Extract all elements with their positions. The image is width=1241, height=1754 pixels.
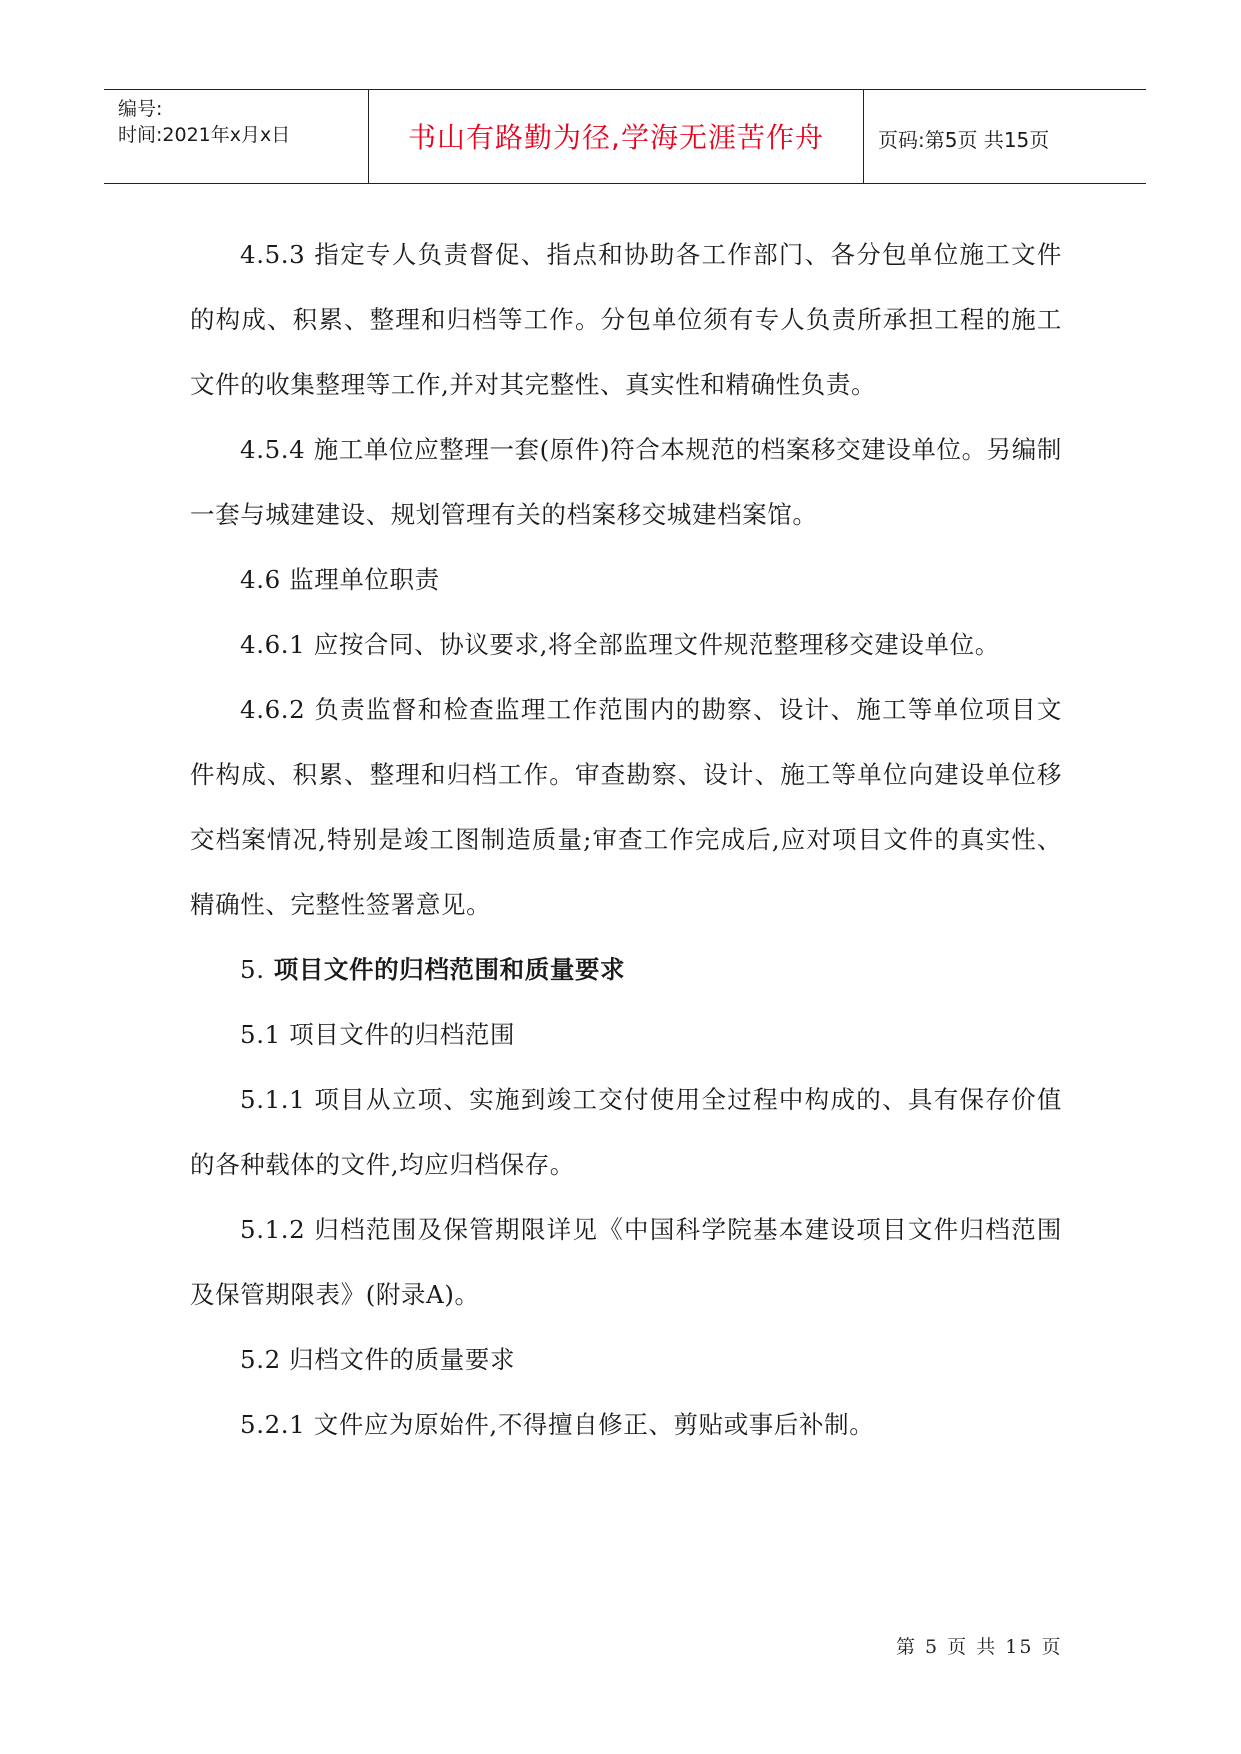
section-number: 5. <box>240 955 265 984</box>
paragraph-5-1-2: 5.1.2 归档范围及保管期限详见《中国科学院基本建设项目文件归档范围及保管期限表》(附录A)。 <box>190 1215 1062 1309</box>
document-body <box>190 222 1062 1457</box>
paragraph-4-6-1: 4.6.1 应按合同、协议要求,将全部监理文件规范整理移交建设单位。 <box>240 630 1000 659</box>
paragraph-4-5-3: 4.5.3 指定专人负责督促、指点和协助各工作部门、各分包单位施工文件的构成、积累、整理和归档等工作。分包单位须有专人负责所承担工程的施工文件的收集整理等工作,并对其完整性、真实性和精确性负责。 <box>190 240 1062 399</box>
header-page-cell <box>864 90 1146 183</box>
header-page-number: 页码:第5页 共15页 <box>878 128 1050 152</box>
document-time-label: 时间:2021年x月x日 <box>118 124 291 146</box>
section-heading-5 <box>190 937 1062 1002</box>
header-info-cell <box>104 90 369 183</box>
page-header <box>104 89 1146 184</box>
header-motto-cell <box>369 90 864 183</box>
section-title: 项目文件的归档范围和质量要求 <box>273 955 626 984</box>
document-number-label: 编号: <box>118 98 163 120</box>
heading-4-6: 4.6 监理单位职责 <box>240 565 440 594</box>
paragraph-4-6-2: 4.6.2 负责监督和检查监理工作范围内的勘察、设计、施工等单位项目文件构成、积累、整理和归档工作。审查勘察、设计、施工等单位向建设单位移交档案情况,特别是竣工图制造质量;审查工作完成后,应对项目文件的真实性、精确性、完整性签署意见。 <box>190 695 1062 919</box>
paragraph-5-2-1: 5.2.1 文件应为原始件,不得擅自修正、剪贴或事后补制。 <box>240 1410 875 1439</box>
paragraph-5-1-1: 5.1.1 项目从立项、实施到竣工交付使用全过程中构成的、具有保存价值的各种载体的文件,均应归档保存。 <box>190 1085 1062 1179</box>
paragraph-4-5-4: 4.5.4 施工单位应整理一套(原件)符合本规范的档案移交建设单位。另编制一套与城建建设、规划管理有关的档案移交城建档案馆。 <box>190 435 1062 529</box>
header-motto: 书山有路勤为径,学海无涯苦作舟 <box>408 121 824 154</box>
heading-5-2: 5.2 归档文件的质量要求 <box>240 1345 516 1374</box>
heading-5-1: 5.1 项目文件的归档范围 <box>240 1020 516 1049</box>
page-footer: 第 5 页 共 15 页 <box>896 1636 1063 1658</box>
